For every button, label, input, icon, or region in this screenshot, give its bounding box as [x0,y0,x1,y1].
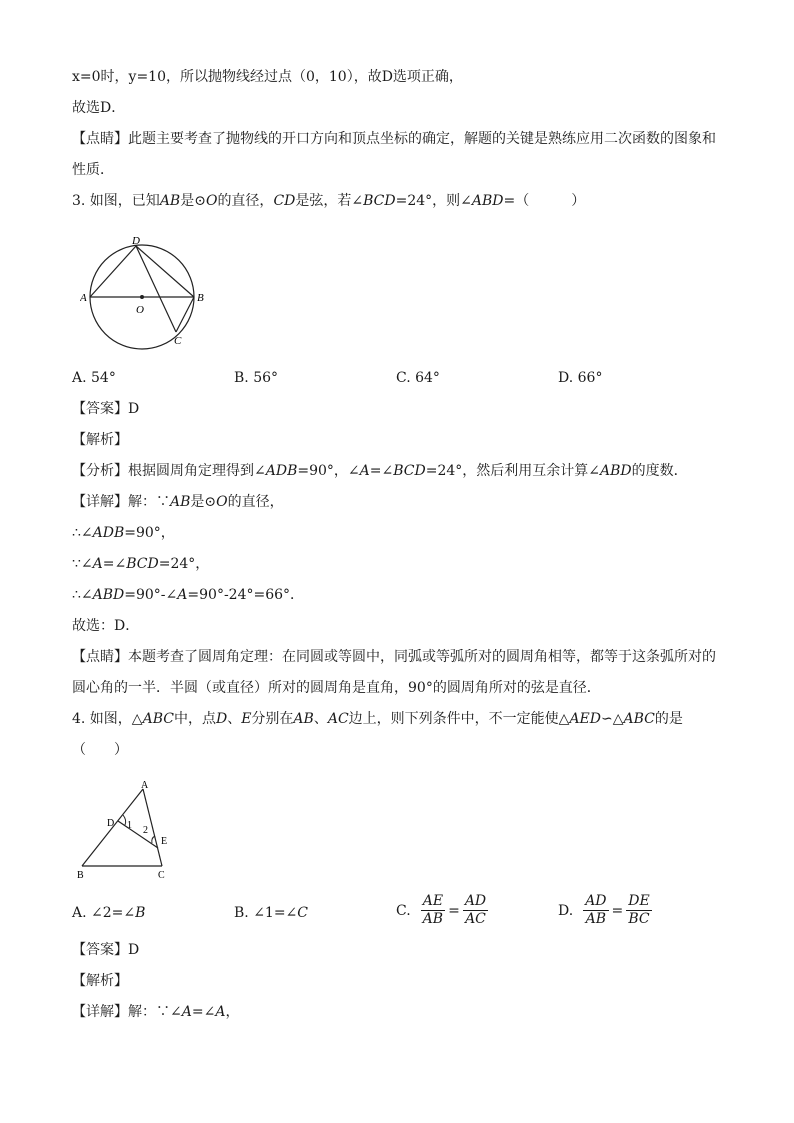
q3-option-b: B. 56° [234,370,279,386]
numerator: AD [464,893,487,909]
fenxi-part: =24°，然后利用互余计算∠ [425,463,600,479]
q4-stem-part: ∽△ [601,711,624,727]
denominator: AB [422,911,444,927]
q4-stem-part: 、 [227,711,242,727]
denominator: AB [585,911,607,927]
opt-label: C. [396,902,411,919]
detail-part: =∠ [102,556,127,572]
detail-part: ∵∠ [72,556,93,572]
q4-stem-var: ABC [623,711,655,727]
q3-detail-1 [72,492,284,512]
q4-detail-1 [72,1002,239,1022]
chord-dc [136,246,176,332]
detail-var: AB [170,494,191,510]
q3-stem-part: 3. 如图，已知 [72,193,160,209]
label-2: 2 [143,825,148,836]
opt-var: B [135,905,146,921]
prev-line-2: 故选D． [72,100,126,116]
q4-stem [72,709,683,729]
label-a: A [141,780,149,791]
q3-answer [72,399,139,419]
q4-stem-var: D [215,711,228,727]
detail-part: 的直径， [227,494,284,510]
fenxi-part: 的度数． [631,463,688,479]
opt-label: D. [558,902,574,919]
prev-line-1: x=0时，y=10，所以抛物线经过点（0，10），故D选项正确， [72,69,463,85]
center-point [140,295,144,299]
fraction-ad-ac [463,893,488,928]
fraction-ae-ab [421,893,445,928]
denominator: BC [628,911,650,927]
q3-option-d: D. 66° [558,370,603,386]
equals-sign: = [448,902,460,919]
q4-answer [72,940,139,960]
q3-stem-var: CD [273,193,296,209]
detail-part: 是⊙ [190,494,217,510]
q4-stem-var: AC [327,711,349,727]
q4-triangle-figure [72,776,182,888]
label-a: A [80,292,87,304]
comment-tag: 【点睛】 [72,649,128,665]
q3-comment-1 [72,647,716,667]
fenxi-tag: 【分析】 [72,463,128,479]
answer-tag: 【答案】 [72,401,128,417]
q4-stem-part: 的是 [654,711,683,727]
q3-stem [72,191,585,211]
label-o: O [136,304,144,316]
detail-part: =∠ [191,1004,216,1020]
label-1: 1 [127,820,132,831]
detail-part: =90°， [124,525,175,541]
label-d: D [132,235,140,247]
numerator: AD [585,893,607,909]
detail-var: A [92,556,103,572]
detail-part: =24°， [158,556,210,572]
q3-stem-var: BCD [363,193,396,209]
fenxi-part: =90°，∠ [297,463,360,479]
q3-option-c: C. 64° [396,370,440,386]
label-c: C [158,870,165,881]
q3-stem-var: AB [159,193,181,209]
answer-value: D [128,401,140,417]
q3-detail-3 [72,554,209,574]
q3-stem-var: O [205,193,218,209]
comment-text: 本题考查了圆周角定理：在同圆或等圆中，同弧或等弧所对的圆周角相等，都等于这条弧所对的 [128,649,716,665]
q4-stem-var: AED [569,711,601,727]
numerator: AE [422,893,444,909]
q3-analysis-tag: 【解析】 [72,432,128,448]
label-c: C [174,335,182,347]
angle-1-arc [123,815,126,825]
q3-fenxi [72,461,688,481]
opt-part: B. ∠1=∠ [234,905,298,921]
q3-stem-part: =（ ） [503,193,586,209]
q3-stem-var: ABD [471,193,504,209]
comment-tag: 【点睛】 [72,131,128,147]
detail-part: =90°-24°=66°． [187,587,305,603]
answer-value: D [128,942,140,958]
q3-stem-part: 的直径， [217,193,274,209]
q3-detail-4 [72,585,304,605]
q4-stem-part: 边上，则下列条件中，不一定能使△ [348,711,570,727]
q4-stem-part: 4. 如图，△ [72,711,143,727]
detail-var: A [177,587,188,603]
q4-stem-part: 中，点 [173,711,216,727]
q4-option-b [234,903,308,923]
q3-circle-figure [80,232,220,352]
fenxi-part: =∠ [369,463,394,479]
detail-var: A [181,1004,192,1020]
chord-db [136,246,194,297]
detail-var: ADB [92,525,125,541]
denominator: AC [465,911,486,927]
detail-part: ， [225,1004,240,1020]
fenxi-var: A [359,463,370,479]
detail-tag: 【详解】 [72,494,128,510]
q4-stem-part: 分别在 [251,711,294,727]
detail-var: O [216,494,228,510]
detail-var: BCD [126,556,159,572]
q4-stem-2: （ ） [72,742,128,758]
label-b: B [197,292,204,304]
q3-detail-2 [72,523,175,543]
fraction-ad-ab [583,893,608,928]
fenxi-var: ABD [600,463,632,479]
q4-stem-var: AB [293,711,314,727]
detail-part: 解：∵ [128,494,170,510]
q4-stem-var: ABC [142,711,174,727]
fraction-de-bc [626,893,651,928]
q3-stem-part: =24°，则∠ [395,193,472,209]
q3-comment-2: 圆心角的一半．半圆（或直径）所对的圆周角是直角，90°的圆周角所对的弦是直径． [72,680,601,696]
label-e: E [161,836,168,847]
q3-option-a: A. 54° [72,370,116,386]
opt-part: A. ∠2=∠ [72,905,136,921]
answer-tag: 【答案】 [72,942,128,958]
q4-option-c [396,893,488,928]
q3-detail-5: 故选：D． [72,618,140,634]
q4-option-d [558,893,652,928]
comment-text: 此题主要考查了抛物线的开口方向和顶点坐标的确定，解题的关键是熟练应用二次函数的图象和 [128,131,716,147]
prev-comment-line-2: 性质． [72,162,114,178]
detail-part: ∴∠ [72,587,93,603]
detail-tag: 【详解】 [72,1004,128,1020]
detail-var: ABD [92,587,125,603]
label-d: D [107,818,115,829]
q4-option-a [72,903,145,923]
label-b: B [77,870,84,881]
q4-stem-var: E [241,711,252,727]
equals-sign: = [611,902,624,919]
detail-part: ∴∠ [72,525,93,541]
fenxi-var: ADB [265,463,298,479]
q3-stem-part: 是⊙ [180,193,206,209]
detail-part: 解：∵∠ [128,1004,182,1020]
opt-var: C [297,905,309,921]
prev-comment-line-1 [72,129,716,149]
fenxi-var: BCD [393,463,426,479]
detail-var: A [215,1004,226,1020]
q4-analysis-tag: 【解析】 [72,973,128,989]
numerator: DE [628,893,650,909]
q3-stem-part: 是弦，若∠ [295,193,364,209]
fenxi-part: 根据圆周角定理得到∠ [128,463,266,479]
q4-stem-part: 、 [313,711,328,727]
detail-part: =90°-∠ [124,587,178,603]
